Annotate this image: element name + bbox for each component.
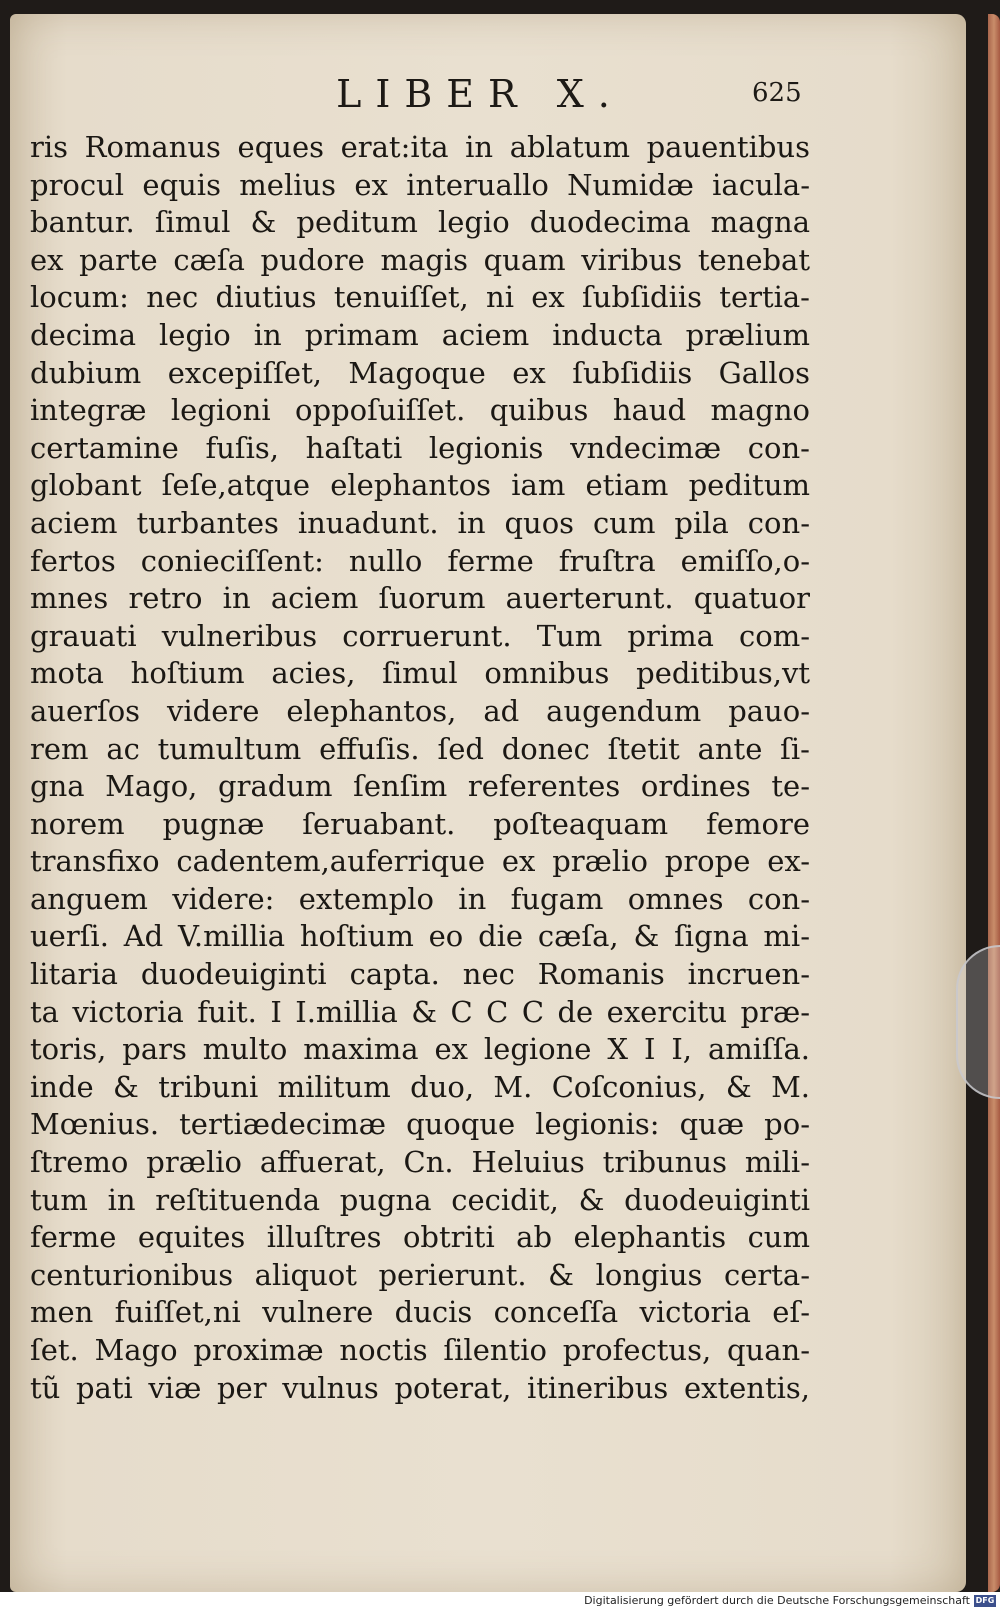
text-line: fertos conieciſſent: nullo ferme fruſtra emiſſo,o-	[30, 543, 810, 578]
text-line: litaria duodeuiginti capta. nec Romanis incruen-	[30, 957, 810, 992]
text-line: bantur. ſimul & peditum legio duodecima magna	[30, 205, 810, 240]
dfg-logo: DFG	[975, 1596, 995, 1605]
text-line: rem ac tumultum effuſis. ſed donec ſtetit ante ſi-	[30, 731, 810, 766]
text-line: procul equis melius ex interuallo Numidæ iacula-	[30, 167, 810, 202]
text-line: ſtremo prælio affuerat, Cn. Heluius tribunus mili-	[30, 1145, 810, 1180]
body-text	[30, 129, 810, 1407]
text-line: tũ pati viæ per vulnus poterat, itineribus extentis,	[30, 1370, 810, 1405]
text-line: transfixo cadentem,auferrique ex prælio prope ex-	[30, 844, 810, 879]
text-line: dubium excepiſſet, Magoque ex ſubſidiis Gallos	[30, 355, 810, 390]
text-line: inde & tribuni militum duo, M. Coſconius, & M.	[30, 1069, 810, 1104]
text-line: mota hoſtium acies, ſimul omnibus peditibus,vt	[30, 656, 810, 691]
text-line: locum: nec diutius tenuiſſet, ni ex ſubſidiis tertia-	[30, 280, 810, 315]
text-line: aciem turbantes inuadunt. in quos cum pila con-	[30, 505, 810, 540]
text-line: ex parte cæſa pudore magis quam viribus tenebat	[30, 242, 810, 277]
text-line: decima legio in primam aciem inducta prælium	[30, 317, 810, 352]
text-line: globant ſeſe,atque elephantos iam etiam peditum	[30, 468, 810, 503]
text-line: Mœnius. tertiædecimæ quoque legionis: quæ po-	[30, 1107, 810, 1142]
text-line: grauati vulneribus corruerunt. Tum prima com-	[30, 618, 810, 653]
page-header	[10, 72, 966, 122]
text-line: ta victoria fuit. I I.millia & C C C de exercitu præ-	[30, 994, 810, 1029]
text-line: ſet. Mago proximæ noctis ſilentio profectus, quan-	[30, 1333, 810, 1367]
footer-bar	[0, 1592, 1000, 1611]
page-number: 625	[752, 78, 802, 108]
text-line: uerſi. Ad V.millia hoſtium eo die cæſa, & ſigna mi-	[30, 919, 810, 954]
text-line: integræ legioni oppoſuiſſet. quibus haud magno	[30, 393, 810, 428]
book-page	[10, 14, 966, 1592]
running-head: LIBER X.	[336, 72, 624, 116]
text-line: norem pugnæ ſeruabant. poſteaquam femore	[30, 806, 810, 841]
text-line: certamine fuſis, haſtati legionis vndecimæ con-	[30, 430, 810, 465]
text-line: centurionibus aliquot perierunt. & longius certa-	[30, 1257, 810, 1292]
page-edge	[988, 14, 1000, 1592]
text-line: anguem videre: extemplo in fugam omnes con-	[30, 881, 810, 916]
page-clip	[956, 945, 1000, 1099]
footer-credit: Digitalisierung gefördert durch die Deutsche Forschungsgemeinschaft	[584, 1594, 970, 1607]
text-line: men fuiſſet,ni vulnere ducis conceſſa victoria eſ-	[30, 1295, 810, 1330]
text-line: tum in reſtituenda pugna cecidit, & duodeuiginti	[30, 1182, 810, 1217]
text-line: mnes retro in aciem ſuorum auerterunt. quatuor	[30, 581, 810, 616]
text-line: auerſos videre elephantos, ad augendum pauo-	[30, 693, 810, 728]
text-line: ferme equites illuſtres obtriti ab elephantis cum	[30, 1220, 810, 1255]
text-line: gna Mago, gradum ſenſim referentes ordines te-	[30, 769, 810, 804]
text-line: toris, pars multo maxima ex legione X I I, amiſſa.	[30, 1032, 810, 1067]
text-line: ris Romanus eques erat:ita in ablatum pauentibus	[30, 130, 810, 164]
